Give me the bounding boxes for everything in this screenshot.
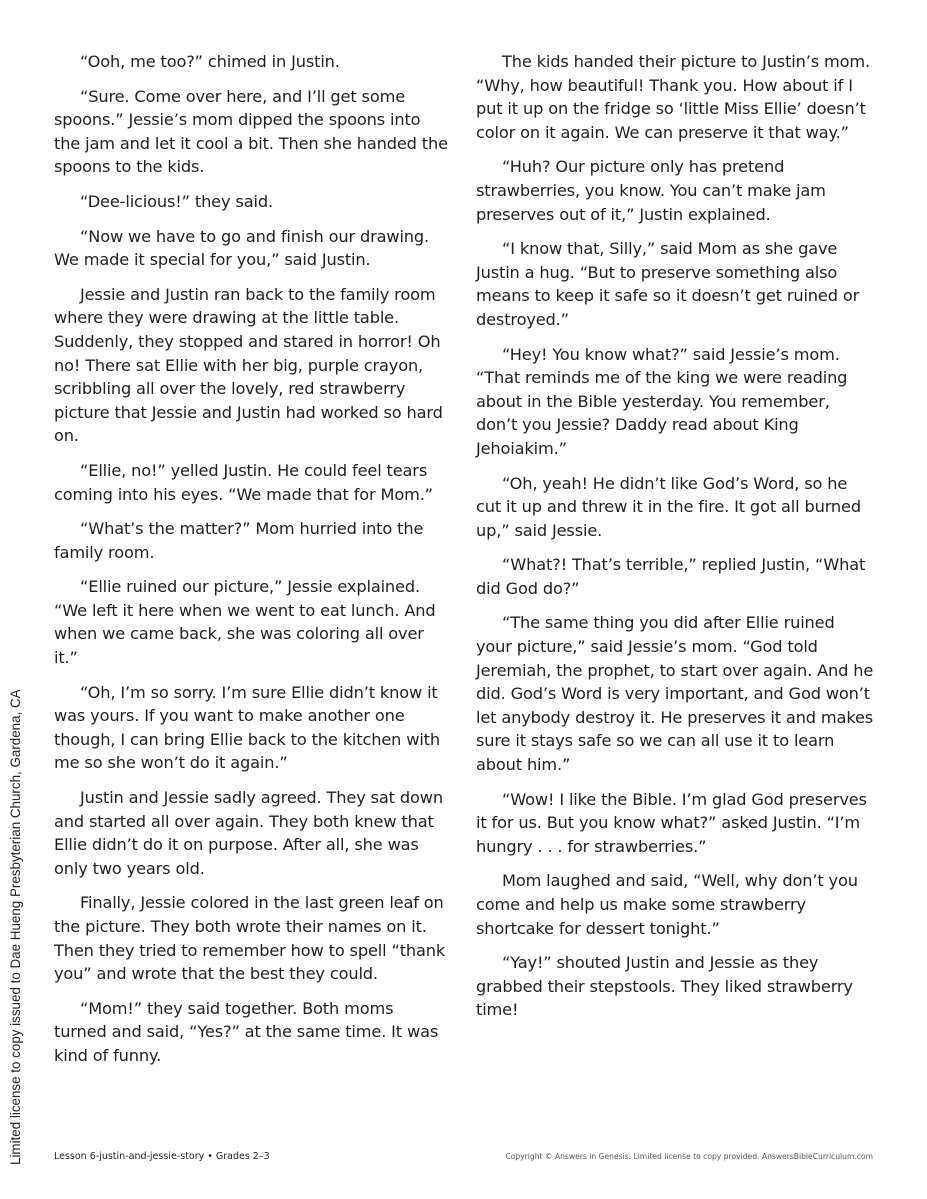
story-paragraph: “Ooh, me too?” chimed in Justin.	[80, 52, 340, 71]
footer-copyright: Copyright © Answers in Genesis. Limited license to copy provided. AnswersBibleCurriculum.com	[505, 1152, 873, 1161]
story-paragraph: “The same thing you did after Ellie ruined your picture,” said Jessie’s mom. “God told Jeremiah, the prophet, to start over again. And he did. God’s Word is very important, and God won’t let anybody destroy it. He preserves it and makes sure it stays safe so we can all use it to learn about him.”	[476, 613, 874, 775]
story-paragraph: “What’s the matter?” Mom hurried into the family room.	[54, 519, 424, 562]
story-paragraph: “Huh? Our picture only has pretend strawberries, you know. You can’t make jam preserves out of it,” Justin explained.	[476, 157, 826, 224]
story-paragraph: “I know that, Silly,” said Mom as she gave Justin a hug. “But to preserve something also means to keep it safe so it doesn’t get ruined or destroyed.”	[476, 239, 860, 329]
story-paragraph: “Dee-licious!” they said.	[80, 191, 273, 211]
story-paragraph: Finally, Jessie colored in the last green leaf on the picture. They both wrote their names on it. Then they tried to remember how to spell “thank you” and wrote that the best they could.	[54, 893, 446, 984]
story-paragraph: “Hey! You know what?” said Jessie’s mom. “That reminds me of the king we were reading about in the Bible yesterday. You remember, don’t you Jessie? Daddy read about King Jehoiakim.”	[476, 344, 848, 458]
story-paragraph: “Now we have to go and finish our drawing. We made it special for you,” said Justin.	[54, 226, 430, 270]
story-paragraph: “Yay!” shouted Justin and Jessie as they grabbed their stepstools. They liked strawberry time!	[476, 953, 853, 1020]
story-paragraph: “Ellie, no!” yelled Justin. He could feel tears coming into his eyes. “We made that for Mom.”	[54, 460, 433, 504]
story-paragraph: Jessie and Justin ran back to the family room where they were drawing at the little table. Suddenly, they stopped and stared in horror! Oh no! There sat Ellie with her big, purple crayon, scribbling all over the lovely, red strawberry picture that Jessie and Justin had worked so hard on.	[54, 284, 443, 446]
story-paragraph: “Ellie ruined our picture,” Jessie explained. “We left it here when we went to eat lunch. And when we came back, she was coloring all over it.”	[54, 577, 436, 668]
story-paragraph: “What?! That’s terrible,” replied Justin, “What did God do?”	[476, 555, 866, 598]
story-paragraph: Mom laughed and said, “Well, why don’t you come and help us make some strawberry shortcake for dessert tonight.”	[476, 871, 858, 938]
story-paragraph: “Oh, I’m so sorry. I’m sure Ellie didn’t know it was yours. If you want to make another one though, I can bring Ellie back to the kitchen with me so she won’t do it again.”	[54, 682, 440, 773]
footer-lesson-label: Lesson 6-justin-and-jessie-story • Grades 2–3	[54, 1151, 270, 1162]
story-column-left	[54, 50, 450, 1079]
story-paragraph: “Oh, yeah! He didn’t like God’s Word, so he cut it up and threw it in the fire. It got all burned up,” said Jessie.	[476, 473, 861, 540]
story-column-right	[476, 50, 874, 1033]
license-watermark: Limited license to copy issued to Dae Hueng Presbyterian Church, Gardena, CA	[8, 689, 23, 1165]
story-paragraph: “Mom!” they said together. Both moms turned and said, “Yes?” at the same time. It was kind of funny.	[54, 998, 439, 1065]
story-paragraph: “Sure. Come over here, and I’ll get some spoons.” Jessie’s mom dipped the spoons into the jam and let it cool a bit. Then she handed the spoons to the kids.	[54, 86, 448, 177]
story-paragraph: “Wow! I like the Bible. I’m glad God preserves it for us. But you know what?” asked Justin. “I’m hungry . . . for strawberries.”	[476, 789, 867, 856]
story-paragraph: The kids handed their picture to Justin’s mom. “Why, how beautiful! Thank you. How about if I put it up on the fridge so ‘little Miss Ellie’ doesn’t color on it again. We can preserve it that way.”	[476, 52, 870, 142]
story-paragraph: Justin and Jessie sadly agreed. They sat down and started all over again. They both knew that Ellie didn’t do it on purpose. After all, she was only two years old.	[54, 788, 443, 878]
